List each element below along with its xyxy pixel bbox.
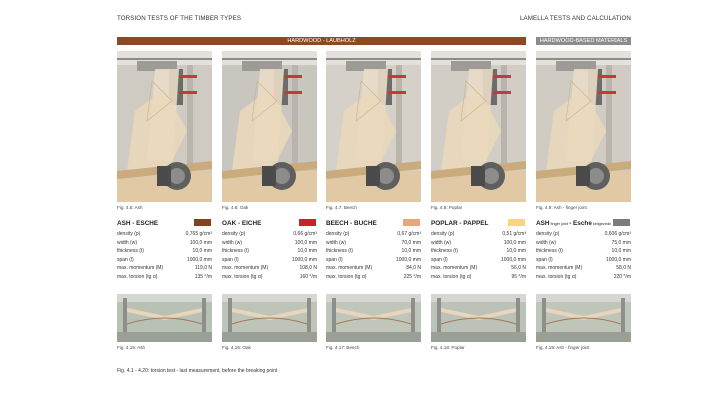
property-value: 225 °/m	[403, 273, 421, 280]
property-value: 220 °/m	[613, 273, 631, 280]
property-row-density	[431, 230, 526, 239]
lamella-test-photo	[326, 294, 421, 342]
property-row-width	[117, 239, 212, 248]
test-photo	[222, 51, 317, 202]
bottom-photo	[326, 294, 421, 342]
property-value: 10,0 mm	[506, 248, 526, 255]
property-value: 1000,0 mm	[605, 256, 631, 263]
property-row-thickness	[117, 247, 212, 256]
bottom-photo	[536, 294, 631, 342]
figure-caption: Fig. 4.5: Ash	[117, 205, 143, 210]
property-label: max. torsion (tg α)	[117, 273, 158, 280]
timber-name: BEECH - BUCHE	[326, 220, 377, 227]
figure-caption: Fig. 4.17: Beech	[326, 345, 360, 350]
lamella-test-photo	[117, 294, 212, 342]
property-row-width	[222, 239, 317, 248]
property-label: density (p)	[326, 231, 350, 237]
property-value: 10,0 mm	[297, 248, 317, 255]
property-label: max. torsion (tg α)	[222, 273, 263, 280]
property-label: max. momentum (M)	[117, 265, 164, 272]
test-rig-photo	[536, 51, 631, 202]
property-value: 1000,0 mm	[186, 256, 212, 263]
timber-column	[222, 51, 317, 282]
bottom-figure	[222, 294, 317, 352]
test-photo	[431, 51, 526, 202]
figure-caption: Fig. 4.16: Oak	[222, 345, 251, 350]
property-row-momentum	[222, 264, 317, 273]
timber-name: OAK - EICHE	[222, 220, 262, 227]
footer-caption: Fig. 4.1 - 4.20: torsion test - last measurement, before the breaking point	[117, 368, 278, 374]
lamella-test-photo	[222, 294, 317, 342]
property-row-width	[536, 239, 631, 248]
bottom-photo	[117, 294, 212, 342]
test-rig-photo	[117, 51, 212, 202]
test-photo	[536, 51, 631, 202]
property-label: width (w)	[222, 239, 243, 246]
property-label: thickness (t)	[222, 248, 249, 255]
timber-column	[326, 51, 421, 282]
property-row-torsion	[326, 273, 421, 282]
property-value: 70,0 mm	[401, 239, 421, 246]
property-row-density	[326, 230, 421, 239]
property-row-torsion	[431, 273, 526, 282]
header-right-title: LAMELLA TESTS AND CALCULATION	[520, 15, 631, 22]
timber-column	[431, 51, 526, 282]
property-value: 119,0 N	[194, 265, 212, 272]
property-row-span	[431, 256, 526, 265]
timber-name-mid: finger joint	[549, 222, 570, 226]
color-swatch	[613, 219, 630, 226]
property-label: max. momentum (M)	[536, 265, 583, 272]
property-row-density	[536, 230, 631, 239]
property-row-width	[326, 239, 421, 248]
property-row-thickness	[536, 247, 631, 256]
property-row-thickness	[431, 247, 526, 256]
figure-caption: Fig. 4.15: Ash	[117, 345, 146, 350]
property-value: 0,51 g/cm³	[502, 231, 526, 237]
property-label: max. momentum (M)	[326, 265, 373, 272]
property-value: 84,0 N	[406, 265, 421, 272]
property-label: thickness (t)	[326, 248, 353, 255]
lamella-test-photo	[536, 294, 631, 342]
bottom-figure	[536, 294, 631, 352]
property-value: 10,0 mm	[192, 248, 212, 255]
property-table	[536, 230, 631, 282]
property-label: density (p)	[536, 231, 560, 237]
property-value: 0,67 g/cm³	[397, 231, 421, 237]
color-swatch	[403, 219, 420, 226]
test-rig-photo	[431, 51, 526, 202]
property-label: max. torsion (tg α)	[431, 273, 472, 280]
band-hardwood: HARDWOOD - LAUBHOLZ	[117, 37, 526, 45]
test-rig-photo	[326, 51, 421, 202]
property-label: span (l)	[326, 256, 343, 263]
timber-name-tail: - Esche	[569, 220, 592, 227]
property-label: span (l)	[431, 256, 448, 263]
bottom-figure	[117, 294, 212, 352]
property-table	[117, 230, 212, 282]
header-left-title: TORSION TESTS OF THE TIMBER TYPES	[117, 15, 242, 22]
color-swatch	[508, 219, 525, 226]
property-label: max. torsion (tg α)	[326, 273, 367, 280]
property-row-momentum	[431, 264, 526, 273]
property-label: max. torsion (tg α)	[536, 273, 577, 280]
property-row-thickness	[326, 247, 421, 256]
property-table	[222, 230, 317, 282]
timber-title-row	[326, 219, 421, 228]
timber-column	[536, 51, 631, 282]
timber-title-row	[536, 219, 631, 228]
band-hardwood-based: HARDWOOD-BASED MATERIALS	[536, 37, 631, 45]
property-value: 160 °/m	[299, 273, 317, 280]
property-value: 10,0 mm	[611, 248, 631, 255]
timber-title-row	[117, 219, 212, 228]
timber-name: ASH - ESCHE	[117, 220, 159, 227]
color-swatch	[194, 219, 211, 226]
property-label: max. momentum (M)	[431, 265, 478, 272]
property-row-torsion	[222, 273, 317, 282]
property-value: 108,0 N	[299, 265, 317, 272]
property-value: 1000,0 mm	[291, 256, 317, 263]
property-value: 1000,0 mm	[395, 256, 421, 263]
property-label: width (w)	[117, 239, 138, 246]
property-label: span (l)	[222, 256, 239, 263]
property-value: 0,765 g/cm³	[185, 231, 212, 237]
property-row-width	[431, 239, 526, 248]
property-table	[431, 230, 526, 282]
property-row-span	[326, 256, 421, 265]
property-label: width (w)	[431, 239, 452, 246]
bottom-figure	[326, 294, 421, 352]
property-value: 100,0 mm	[189, 239, 212, 246]
lamella-test-photo	[431, 294, 526, 342]
property-value: 100,0 mm	[294, 239, 317, 246]
property-label: density (p)	[117, 231, 141, 237]
bottom-photo	[222, 294, 317, 342]
figure-caption: Fig. 4.8: Poplar	[431, 205, 463, 210]
bottom-photo	[431, 294, 526, 342]
figure-caption: Fig. 4.7: Beech	[326, 205, 357, 210]
property-label: density (p)	[222, 231, 246, 237]
property-label: span (l)	[117, 256, 134, 263]
property-value: 1000,0 mm	[500, 256, 526, 263]
property-label: max. momentum (M)	[222, 265, 269, 272]
bottom-figure	[431, 294, 526, 352]
property-value: 0,66 g/cm³	[293, 231, 317, 237]
property-label: width (w)	[326, 239, 347, 246]
property-row-momentum	[536, 264, 631, 273]
property-label: thickness (t)	[431, 248, 458, 255]
property-row-density	[222, 230, 317, 239]
property-value: 75,0 mm	[611, 239, 631, 246]
property-label: thickness (t)	[117, 248, 144, 255]
timber-name: ASH	[536, 220, 550, 227]
property-value: 95 °/m	[511, 273, 526, 280]
property-table	[326, 230, 421, 282]
property-row-torsion	[536, 273, 631, 282]
property-row-torsion	[117, 273, 212, 282]
property-value: 56,0 N	[511, 265, 526, 272]
property-row-thickness	[222, 247, 317, 256]
property-row-span	[117, 256, 212, 265]
figure-caption: Fig. 4.9: Ash - finger joint	[536, 205, 587, 210]
figure-caption: Fig. 4.6: Oak	[222, 205, 249, 210]
figure-caption: Fig. 4.18: Poplar	[431, 345, 465, 350]
test-rig-photo	[222, 51, 317, 202]
property-value: 135 °/m	[194, 273, 212, 280]
timber-title-row	[431, 219, 526, 228]
property-label: density (p)	[431, 231, 455, 237]
property-row-momentum	[117, 264, 212, 273]
timber-name-suffix: keilgezinkt	[591, 222, 611, 226]
timber-name: POPLAR - PAPPEL	[431, 220, 489, 227]
property-value: 0,606 g/cm³	[604, 231, 631, 237]
figure-caption: Fig. 4.19: Ash - finger joint	[536, 345, 590, 350]
property-row-span	[536, 256, 631, 265]
test-photo	[326, 51, 421, 202]
color-swatch	[299, 219, 316, 226]
property-row-density	[117, 230, 212, 239]
property-label: span (l)	[536, 256, 553, 263]
property-row-momentum	[326, 264, 421, 273]
property-value: 58,0 N	[616, 265, 631, 272]
timber-column	[117, 51, 212, 282]
test-photo	[117, 51, 212, 202]
property-label: width (w)	[536, 239, 557, 246]
property-value: 100,0 mm	[503, 239, 526, 246]
property-value: 10,0 mm	[401, 248, 421, 255]
timber-title-row	[222, 219, 317, 228]
property-row-span	[222, 256, 317, 265]
property-label: thickness (t)	[536, 248, 563, 255]
